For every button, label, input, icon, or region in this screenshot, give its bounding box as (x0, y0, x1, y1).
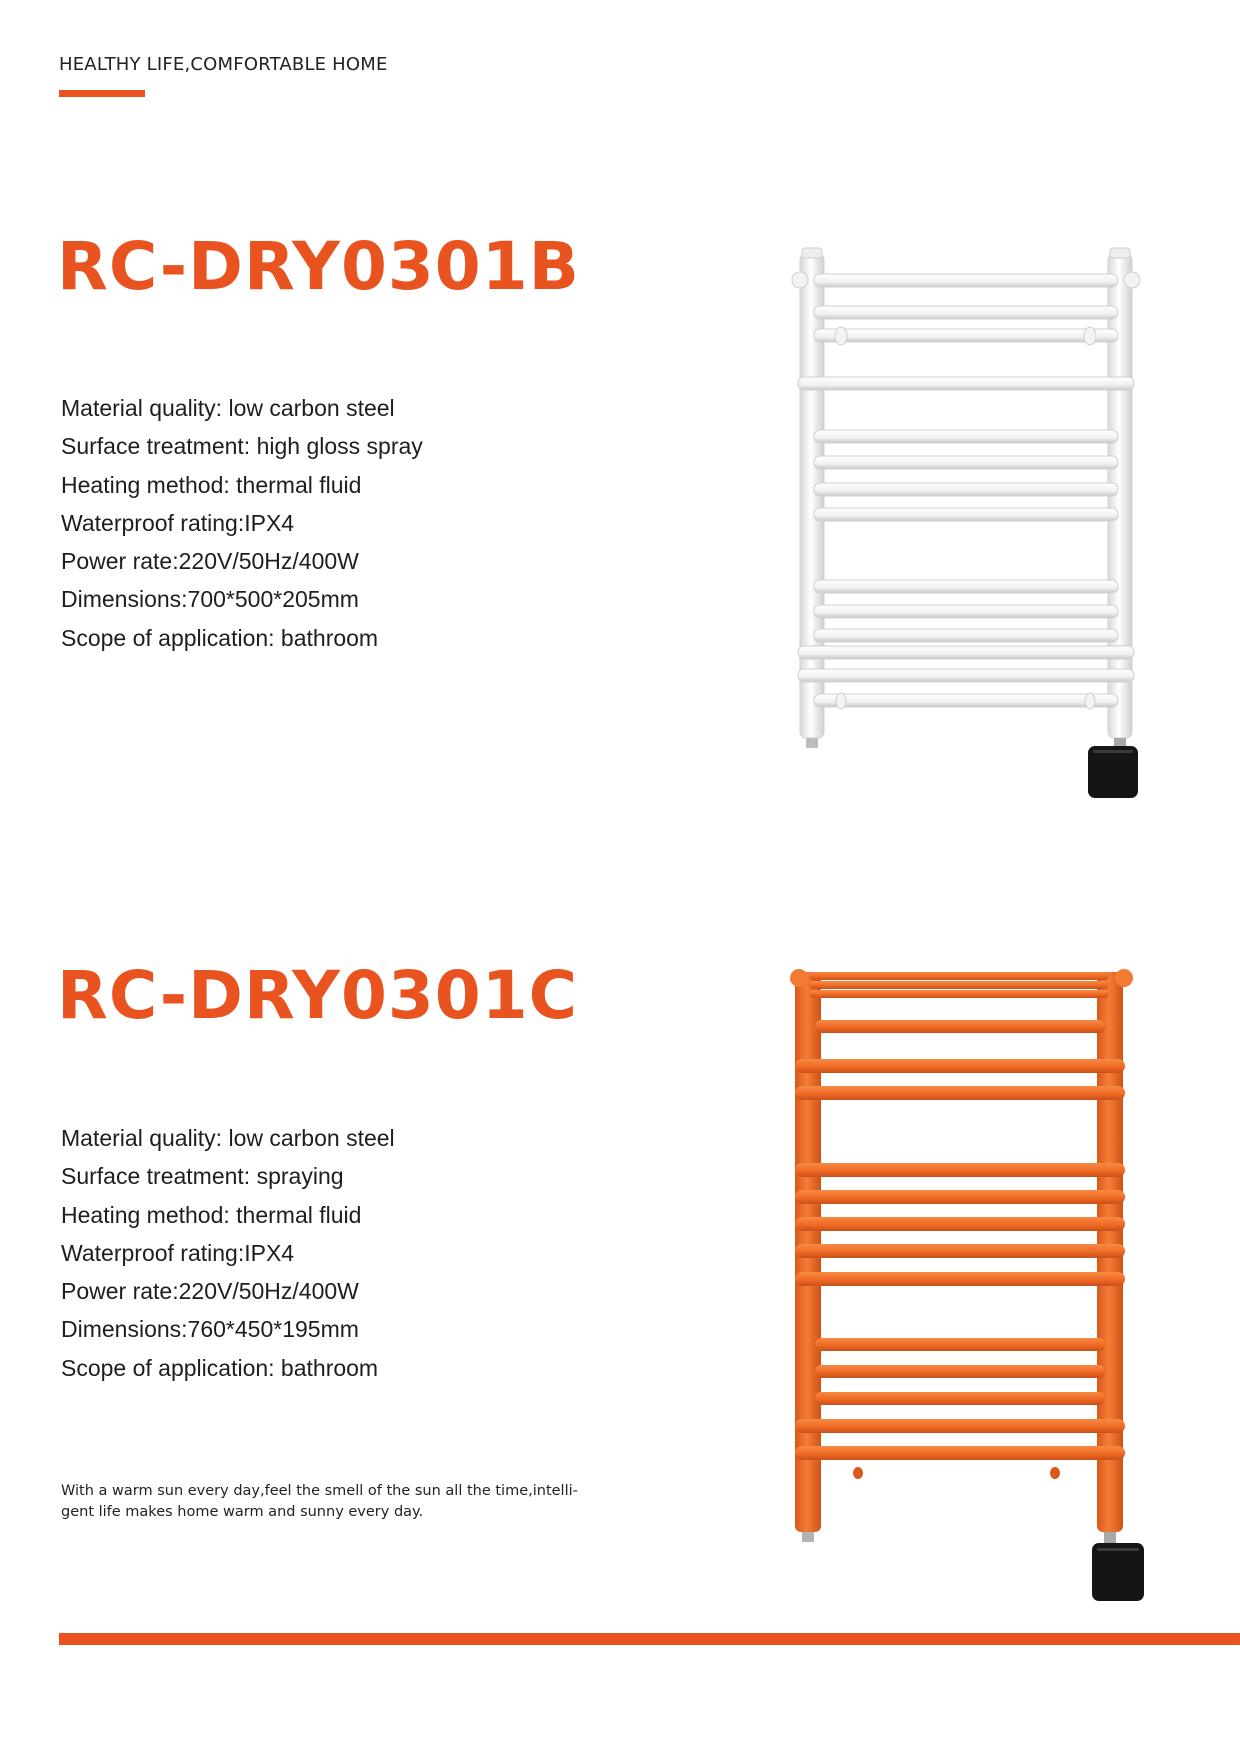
bottom-accent-bar (59, 1633, 1240, 1645)
spec-scope: Scope of application: bathroom (61, 1354, 379, 1381)
spec-material: Material quality: low carbon steel (61, 1125, 395, 1151)
spec-waterproof: Waterproof rating:IPX4 (61, 1239, 295, 1266)
orange-towel-radiator-image (785, 968, 1170, 1608)
product-model-title: RC-DRY0301C (57, 957, 579, 1034)
spec-heating: Heating method: thermal fluid (61, 1201, 362, 1228)
spec-power: Power rate:220V/50Hz/400W (61, 1278, 359, 1305)
white-towel-radiator-image (790, 246, 1150, 806)
spec-scope: Scope of application: bathroom (61, 624, 379, 651)
slogan-line: With a warm sun every day,feel the smell of the sun all the time,intelli- (61, 1483, 578, 1499)
spec-surface: Surface treatment: high gloss spray (61, 433, 423, 460)
spec-dimensions: Dimensions:760*450*195mm (61, 1316, 359, 1343)
spec-power: Power rate:220V/50Hz/400W (61, 548, 359, 575)
spec-waterproof: Waterproof rating:IPX4 (61, 509, 295, 536)
product-model-title: RC-DRY0301B (57, 228, 580, 305)
spec-dimensions: Dimensions:700*500*205mm (61, 586, 359, 613)
spec-list (61, 1119, 395, 1387)
slogan-line: gent life makes home warm and sunny every day. (61, 1504, 424, 1520)
slogan-text (61, 1481, 581, 1523)
spec-material: Material quality: low carbon steel (61, 395, 395, 421)
spec-surface: Surface treatment: spraying (61, 1163, 344, 1190)
tagline: HEALTHY LIFE,COMFORTABLE HOME (59, 54, 388, 75)
spec-list (61, 389, 423, 657)
spec-heating: Heating method: thermal fluid (61, 471, 362, 498)
tagline-underline (59, 90, 145, 97)
